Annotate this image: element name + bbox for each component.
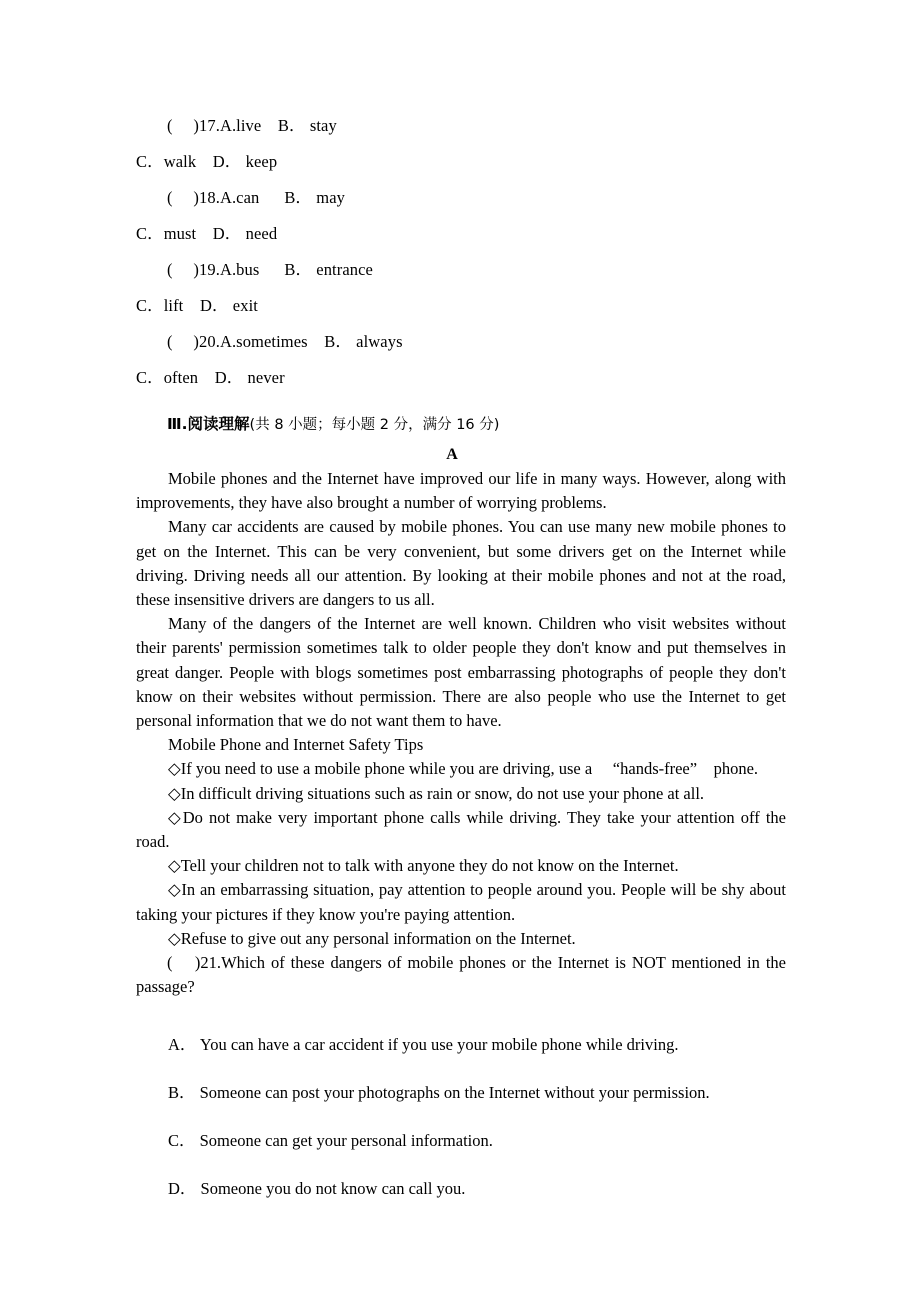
- safety-tip-5: [136, 878, 786, 926]
- section-heading: [136, 409, 786, 440]
- safety-tip-1-text: If you need to use a mobile phone while you are driving, use a “hands-free” phone.: [180, 759, 759, 779]
- diamond-bullet-icon: ◇: [168, 759, 181, 779]
- safety-tip-4-text: Tell your children not to talk with anyone they do not know on the Internet.: [180, 856, 679, 876]
- diamond-bullet-icon: ◇: [168, 783, 181, 803]
- passage-body: [136, 467, 786, 951]
- cloze-answer-19: C．lift D． exit: [136, 296, 258, 315]
- cloze-question-17: ( )17.A.live B． stay: [167, 116, 337, 135]
- choice-d[interactable]: D． Someone you do not know can call you.: [168, 1179, 466, 1199]
- cloze-answer-18: C．must D． need: [136, 224, 278, 243]
- cloze-question-18: ( )18.A.can B． may: [167, 188, 345, 207]
- passage-paragraph-2: Many car accidents are caused by mobile phones. You can use many new mobile phones to get on the Internet. This can be very convenient, but some drivers get on the Internet while driving. Driving needs all our attention. By looking at their mobile phones and not at the road, these insensitive drivers are dangers to us all.: [136, 517, 786, 610]
- safety-tip-3-text: Do not make very important phone calls while driving. They take your attention off the road.: [136, 807, 786, 852]
- diamond-bullet-icon: ◇: [168, 856, 181, 876]
- question-21: [136, 951, 786, 999]
- safety-tip-2: [136, 782, 786, 806]
- diamond-bullet-icon: ◇: [168, 880, 182, 900]
- passage-paragraph-3: Many of the dangers of the Internet are well known. Children who visit websites without their parents' permission sometimes talk to older people they don't know and put themselves in great danger. People with blogs sometimes post embarrassing photographs of people they don't know on their websites without permission. There are also people who use the Internet to get personal information that we do not want them to have.: [136, 614, 786, 731]
- choice-a[interactable]: A． You can have a car accident if you use your mobile phone while driving.: [168, 1035, 679, 1055]
- question-21-choices: [136, 1033, 786, 1201]
- safety-tip-5-text: In an embarrassing situation, pay attention to people around you. People will be shy about taking your pictures if they know you're paying attention.: [136, 880, 786, 924]
- safety-tip-6-text: Refuse to give out any personal information on the Internet.: [180, 928, 576, 948]
- choice-b[interactable]: B． Someone can post your photographs on the Internet without your permission.: [168, 1083, 710, 1103]
- passage-letter: A: [446, 446, 458, 463]
- passage-paragraph-1: Mobile phones and the Internet have improved our life in many ways. However, along with improvements, they have also brought a number of worrying problems.: [136, 469, 786, 513]
- safety-tips-title: Mobile Phone and Internet Safety Tips: [168, 735, 424, 755]
- section-title: Ⅲ.阅读理解: [167, 415, 250, 433]
- cloze-question-20: ( )20.A.sometimes B． always: [167, 332, 403, 351]
- cloze-question-19: ( )19.A.bus B． entrance: [167, 260, 373, 279]
- safety-tip-4: [136, 854, 786, 878]
- safety-tip-2-text: In difficult driving situations such as rain or snow, do not use your phone at all.: [180, 783, 705, 803]
- diamond-bullet-icon: ◇: [168, 807, 183, 827]
- question-21-answer-blank[interactable]: ( )21.: [167, 953, 222, 973]
- cloze-answer-20: C．often D． never: [136, 368, 285, 387]
- cloze-options-block: [136, 108, 786, 396]
- question-21-text: Which of these dangers of mobile phones or the Internet is NOT mentioned in the passage?: [136, 953, 786, 997]
- safety-tip-3: [136, 806, 786, 854]
- section-scoring: (共 8 小题；每小题 2 分，满分 16 分): [249, 417, 500, 433]
- diamond-bullet-icon: ◇: [168, 928, 181, 948]
- cloze-answer-17: C．walk D． keep: [136, 152, 278, 171]
- safety-tip-6: [136, 927, 786, 951]
- safety-tip-1: [136, 757, 786, 781]
- choice-c[interactable]: C． Someone can get your personal information.: [168, 1131, 493, 1151]
